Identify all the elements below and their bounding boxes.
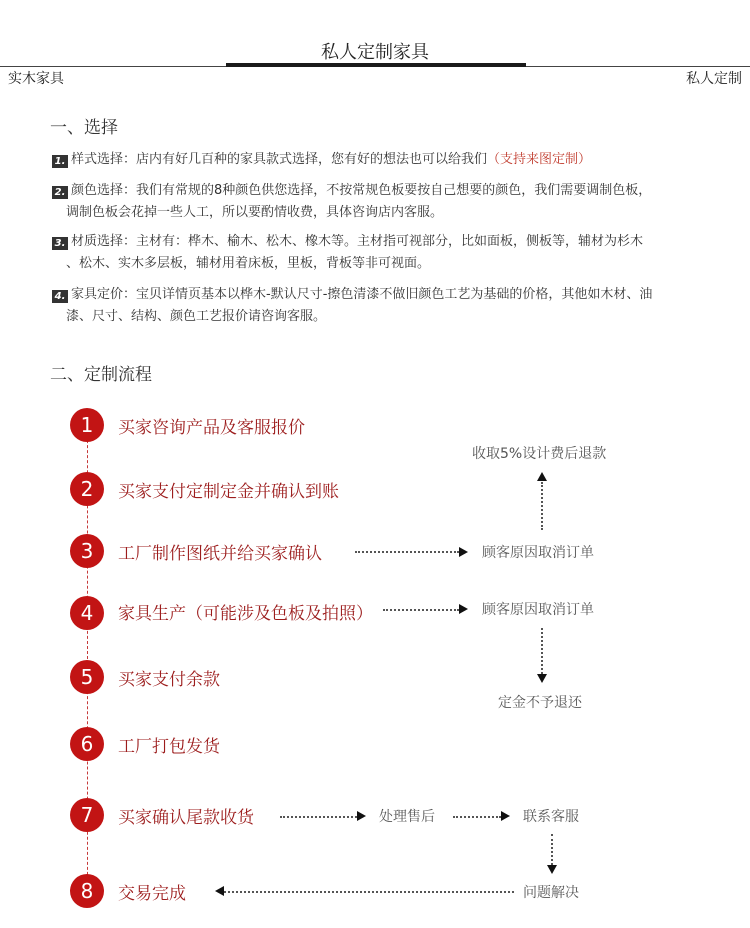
step-8-label: 交易完成	[118, 884, 186, 904]
dotted-connector	[224, 891, 514, 893]
section-title-process: 二、定制流程	[50, 365, 152, 385]
item-text-cont: 、松木、实木多层板，辅材用着床板，里板，背板等非可视面。	[66, 256, 431, 271]
step-2-label: 买家支付定制定金并确认到账	[118, 482, 339, 502]
step-7-circle: 7	[70, 798, 104, 832]
section-title-select: 一、选择	[50, 118, 118, 138]
header-right-label: 私人定制	[686, 71, 742, 87]
page-title: 私人定制家具	[321, 42, 429, 63]
number-3-icon: 3.	[52, 237, 68, 250]
step-7-label: 买家确认尾款收货	[118, 808, 254, 828]
step-6-circle: 6	[70, 727, 104, 761]
arrow-right-icon	[459, 547, 468, 557]
arrow-down-icon	[537, 674, 547, 683]
item-text-cont: 调制色板会花掉一些人工，所以要酌情收费，具体咨询店内客服。	[66, 205, 444, 220]
step-1-label: 买家咨询产品及客服报价	[118, 418, 305, 438]
step-4-circle: 4	[70, 596, 104, 630]
header-left-label: 实木家具	[8, 71, 64, 87]
dotted-connector	[280, 816, 357, 818]
no-refund-note: 定金不予退还	[498, 695, 582, 711]
step-3-circle: 3	[70, 534, 104, 568]
dotted-connector	[541, 628, 543, 674]
cancel-order-note: 顾客原因取消订单	[482, 545, 594, 561]
title-underline	[226, 63, 526, 67]
step-4-label: 家具生产（可能涉及色板及拍照）	[118, 604, 373, 624]
item-text-cont: 漆、尺寸、结构、颜色工艺报价请咨询客服。	[66, 309, 327, 324]
item-text: 家具定价：宝贝详情页基本以桦木-默认尺寸-擦色清漆不做旧颜色工艺为基础的价格，其他如木材、油	[71, 287, 653, 302]
step-8-circle: 8	[70, 874, 104, 908]
dotted-connector	[551, 834, 553, 865]
step-2-circle: 2	[70, 472, 104, 506]
number-4-icon: 4.	[52, 290, 68, 303]
custom-note: （支持来图定制）	[487, 152, 592, 167]
item-text: 颜色选择：我们有常规的8种颜色供您选择，不按常规色板要按自己想要的颜色，我们需要调制色板，	[71, 183, 652, 198]
list-item	[52, 180, 742, 224]
list-item	[52, 284, 742, 328]
step-1-circle: 1	[70, 408, 104, 442]
contact-service-note: 联系客服	[523, 809, 579, 825]
number-2-icon: 2.	[52, 186, 68, 199]
arrow-up-icon	[537, 472, 547, 481]
after-sale-note: 处理售后	[379, 809, 435, 825]
dotted-connector	[383, 609, 459, 611]
arrow-right-icon	[459, 604, 468, 614]
number-1-icon: 1.	[52, 155, 68, 168]
dotted-connector	[541, 482, 543, 530]
step-6-label: 工厂打包发货	[118, 737, 220, 757]
item-text: 样式选择：店内有好几百种的家具款式选择，您有好的想法也可以给我们	[71, 152, 488, 167]
arrow-right-icon	[357, 811, 366, 821]
step-3-label: 工厂制作图纸并给买家确认	[118, 544, 322, 564]
dotted-connector	[453, 816, 501, 818]
refund-fee-note: 收取5%设计费后退款	[472, 446, 607, 462]
list-item	[52, 231, 742, 275]
step-5-label: 买家支付余款	[118, 670, 220, 690]
arrow-left-icon	[215, 886, 224, 896]
item-text: 材质选择：主材有：桦木、榆木、松木、橡木等。主材指可视部分，比如面板，侧板等，辅材为杉木	[71, 234, 644, 249]
problem-solved-note: 问题解决	[523, 885, 579, 901]
dotted-connector	[355, 551, 459, 553]
arrow-down-icon	[547, 865, 557, 874]
arrow-right-icon	[501, 811, 510, 821]
list-item	[52, 149, 742, 171]
cancel-order-note: 顾客原因取消订单	[482, 602, 594, 618]
step-5-circle: 5	[70, 660, 104, 694]
